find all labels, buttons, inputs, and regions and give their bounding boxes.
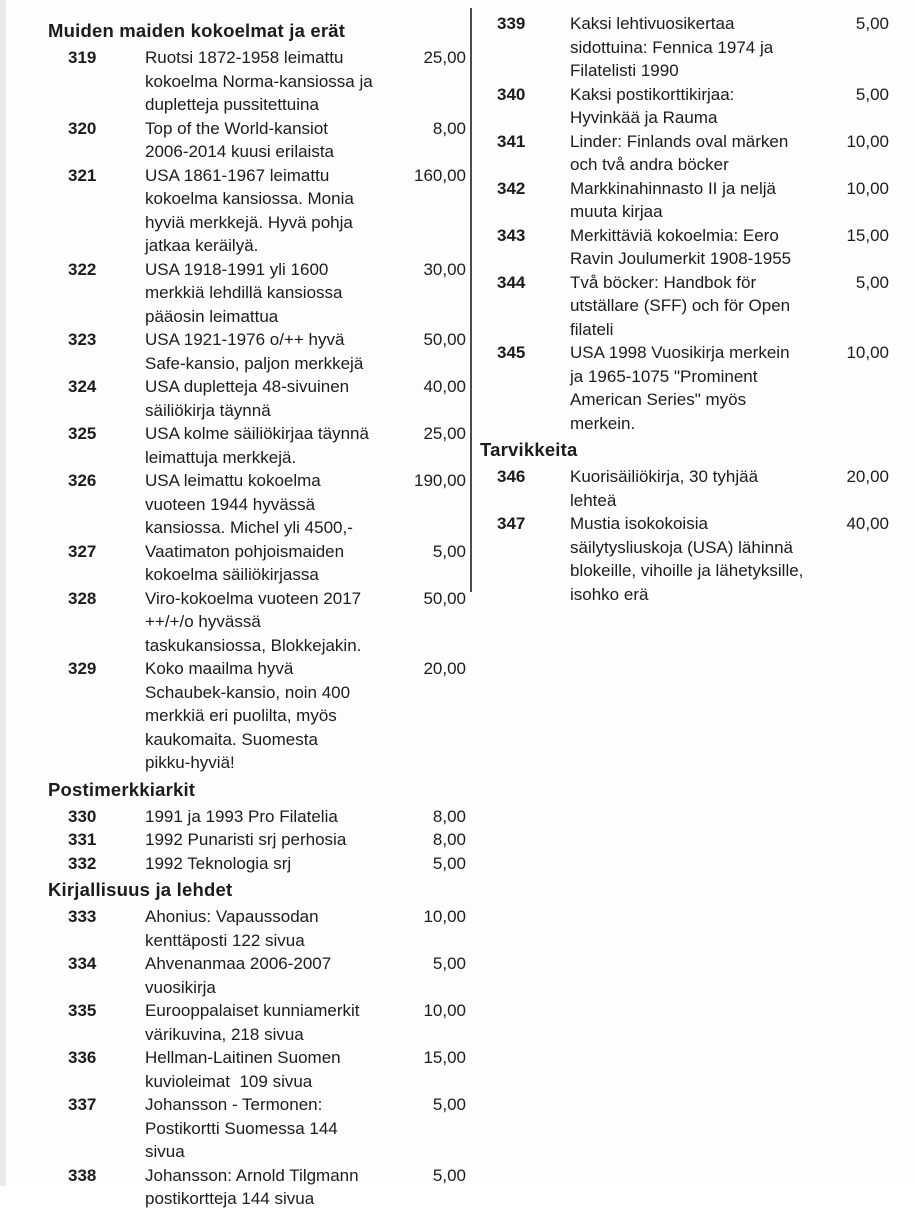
- lot-row: [48, 852, 466, 876]
- description-line: blokeille, vihoille ja lähetyksille,: [570, 561, 804, 580]
- lot-row: [48, 164, 466, 258]
- lot-price: 190,00: [414, 471, 466, 490]
- lot-number: 343: [497, 225, 526, 245]
- description-line: jatkaa keräilyä.: [145, 236, 259, 255]
- lot-number: 335: [68, 1001, 97, 1020]
- description-line: sidottuina: Fennica 1974 ja: [570, 37, 774, 57]
- lot-description: [145, 805, 466, 829]
- lot-price: 5,00: [432, 853, 466, 873]
- section-heading: Postimerkkiarkit: [48, 778, 196, 800]
- description-line: Schaubek-kansio, noin 400: [145, 682, 351, 702]
- lot-price: 5,00: [432, 954, 466, 973]
- description-line: pääosin leimattua: [145, 306, 279, 326]
- description-line: USA 1998 Vuosikirja merkein: [570, 343, 790, 362]
- description-line: kuvioleimat 109 sivua: [145, 1071, 313, 1091]
- description-line: säilytysliuskoja (USA) lähinnä: [570, 537, 793, 557]
- lot-price: 20,00: [423, 659, 466, 678]
- lot-description: [145, 905, 466, 952]
- description-line: Vaatimaton pohjoismaiden: [145, 541, 345, 561]
- lot-price: 20,00: [846, 467, 889, 486]
- description-line: utställare (SFF) och för Open: [570, 296, 791, 315]
- lot-number: 339: [497, 14, 526, 33]
- lot-row: [48, 657, 466, 775]
- lot-number: 334: [68, 954, 97, 973]
- lot-number: 332: [68, 853, 97, 873]
- description-line: American Series" myös: [570, 390, 747, 409]
- lot-number: 346: [497, 467, 526, 486]
- description-line: Eurooppalaiset kunniamerkit: [145, 1001, 360, 1020]
- lot-row: [48, 1093, 466, 1164]
- description-line: postikortteja 144 sivua: [145, 1189, 315, 1208]
- description-line: merkkiä eri puolilta, myös: [145, 706, 337, 725]
- lot-price: 15,00: [846, 225, 889, 245]
- description-line: Top of the World-kansiot: [145, 118, 328, 138]
- lot-price: 5,00: [432, 1095, 466, 1114]
- description-line: Ruotsi 1872-1958 leimattu: [145, 48, 344, 67]
- lot-description: [145, 258, 466, 329]
- lot-description: [145, 1046, 466, 1093]
- lot-row: [480, 177, 889, 224]
- lot-number: 319: [68, 48, 97, 67]
- description-line: värikuvina, 218 sivua: [145, 1024, 304, 1044]
- lot-price: 8,00: [432, 118, 466, 138]
- lot-row: [48, 1164, 466, 1211]
- lot-row: [480, 224, 889, 271]
- description-line: 1992 Teknologia srj: [145, 853, 292, 873]
- lot-price: 8,00: [432, 830, 466, 849]
- lot-price: 160,00: [414, 165, 466, 185]
- lot-row: [48, 828, 466, 852]
- lot-number: 347: [497, 514, 526, 533]
- lot-price: 5,00: [432, 541, 466, 561]
- lot-row: [480, 512, 889, 606]
- description-line: isohko erä: [570, 584, 649, 604]
- lot-row: [48, 540, 466, 587]
- lot-description: [145, 375, 466, 422]
- lot-price: 5,00: [432, 1165, 466, 1185]
- lot-description: [570, 12, 889, 83]
- description-line: sivua: [145, 1142, 185, 1161]
- lot-price: 10,00: [846, 343, 889, 362]
- lot-row: [480, 465, 889, 512]
- description-line: Koko maailma hyvä: [145, 659, 294, 678]
- description-line: kaukomaita. Suomesta: [145, 729, 318, 749]
- description-line: filateli: [570, 319, 614, 339]
- description-line: 1991 ja 1993 Pro Filatelia: [145, 806, 338, 826]
- lot-number: 321: [68, 165, 97, 185]
- lot-price: 30,00: [423, 259, 466, 279]
- lot-description: [145, 828, 466, 852]
- lot-price: 10,00: [846, 131, 889, 151]
- description-line: Två böcker: Handbok för: [570, 272, 757, 292]
- description-line: 2006-2014 kuusi erilaista: [145, 142, 335, 161]
- lot-price: 40,00: [423, 377, 466, 396]
- lot-description: [570, 83, 889, 130]
- lot-price: 50,00: [423, 330, 466, 349]
- lot-description: [570, 130, 889, 177]
- lot-description: [145, 1093, 466, 1164]
- description-line: Johansson - Termonen:: [145, 1095, 323, 1114]
- lot-price: 5,00: [855, 84, 889, 104]
- lot-description: [145, 657, 466, 775]
- description-line: Ravin Joulumerkit 1908-1955: [570, 249, 792, 268]
- lot-price: 10,00: [846, 178, 889, 198]
- lot-number: 325: [68, 424, 97, 443]
- description-line: Mustia isokokoisia: [570, 514, 708, 533]
- lot-row: [48, 1046, 466, 1093]
- description-line: USA leimattu kokoelma: [145, 471, 321, 490]
- description-line: USA dupletteja 48-sivuinen: [145, 377, 350, 396]
- lot-description: [145, 422, 466, 469]
- scan-edge: [0, 0, 6, 1186]
- lot-number: 326: [68, 471, 97, 490]
- description-line: Kaksi postikorttikirjaa:: [570, 84, 735, 104]
- description-line: Kuorisäiliökirja, 30 tyhjää: [570, 467, 759, 486]
- description-line: säiliökirja täynnä: [145, 400, 271, 420]
- lot-row: [48, 952, 466, 999]
- description-line: Viro-kokoelma vuoteen 2017: [145, 588, 362, 608]
- description-line: Markkinahinnasto II ja neljä: [570, 178, 777, 198]
- description-line: USA 1921-1976 o/++ hyvä: [145, 330, 345, 349]
- lot-price: 8,00: [432, 806, 466, 826]
- description-line: kokoelma säiliökirjassa: [145, 565, 319, 584]
- lot-row: [48, 587, 466, 658]
- lot-number: 344: [497, 272, 526, 292]
- description-line: taskukansiossa, Blokkejakin.: [145, 635, 362, 655]
- description-line: Hyvinkää ja Rauma: [570, 108, 718, 127]
- lot-number: 327: [68, 541, 97, 561]
- lot-description: [145, 587, 466, 658]
- description-line: och två andra böcker: [570, 155, 729, 174]
- lot-price: 25,00: [423, 424, 466, 443]
- description-line: Safe-kansio, paljon merkkejä: [145, 353, 364, 373]
- description-line: Hellman-Laitinen Suomen: [145, 1048, 341, 1067]
- lot-row: [480, 12, 889, 83]
- lot-number: 322: [68, 259, 97, 279]
- description-line: vuoteen 1944 hyvässä: [145, 494, 316, 514]
- lot-row: [480, 83, 889, 130]
- description-line: Ahvenanmaa 2006-2007: [145, 954, 332, 973]
- lot-description: [570, 512, 889, 606]
- lot-row: [48, 999, 466, 1046]
- description-line: muuta kirjaa: [570, 202, 663, 221]
- description-line: leimattuja merkkejä.: [145, 447, 297, 467]
- lot-description: [570, 224, 889, 271]
- lot-row: [48, 805, 466, 829]
- lot-row: [48, 258, 466, 329]
- description-line: Ahonius: Vapaussodan: [145, 907, 319, 926]
- lot-description: [570, 177, 889, 224]
- lot-price: 5,00: [855, 14, 889, 33]
- lot-price: 10,00: [423, 1001, 466, 1020]
- lot-price: 5,00: [855, 272, 889, 292]
- lot-description: [145, 328, 466, 375]
- description-line: Postikortti Suomessa 144: [145, 1118, 338, 1138]
- description-line: ja 1965-1075 "Prominent: [570, 366, 758, 386]
- lot-number: 331: [68, 830, 97, 849]
- description-line: 1992 Punaristi srj perhosia: [145, 830, 347, 849]
- column-divider: [470, 8, 472, 592]
- description-line: kokoelma kansiossa. Monia: [145, 189, 354, 208]
- lot-row: [480, 130, 889, 177]
- lot-number: 330: [68, 806, 97, 826]
- description-line: Kaksi lehtivuosikertaa: [570, 14, 735, 33]
- lot-row: [48, 905, 466, 952]
- lot-description: [145, 999, 466, 1046]
- lot-number: 345: [497, 343, 526, 362]
- lot-number: 340: [497, 84, 526, 104]
- lot-description: [570, 465, 889, 512]
- lot-row: [48, 469, 466, 540]
- description-line: USA 1861-1967 leimattu: [145, 165, 330, 185]
- lot-description: [145, 46, 466, 117]
- column-left: [48, 0, 466, 1211]
- lot-number: 328: [68, 588, 97, 608]
- description-line: kansiossa. Michel yli 4500,-: [145, 518, 353, 537]
- lot-description: [145, 117, 466, 164]
- description-line: Merkittäviä kokoelmia: Eero: [570, 225, 779, 245]
- lot-number: 333: [68, 907, 97, 926]
- lot-price: 40,00: [846, 514, 889, 533]
- description-line: kokoelma Norma-kansiossa ja: [145, 71, 373, 91]
- lot-number: 338: [68, 1165, 97, 1185]
- description-line: kenttäposti 122 sivua: [145, 930, 305, 950]
- lot-price: 15,00: [423, 1048, 466, 1067]
- lot-description: [145, 540, 466, 587]
- description-line: Linder: Finlands oval märken: [570, 131, 789, 151]
- section-heading: Tarvikkeita: [480, 439, 578, 460]
- description-line: USA 1918-1991 yli 1600: [145, 259, 329, 279]
- lot-number: 336: [68, 1048, 97, 1067]
- lot-row: [480, 271, 889, 342]
- lot-row: [48, 46, 466, 117]
- lot-number: 329: [68, 659, 97, 678]
- lot-row: [48, 328, 466, 375]
- lot-price: 50,00: [423, 588, 466, 608]
- section-heading: Muiden maiden kokoelmat ja erät: [48, 20, 346, 41]
- description-line: Johansson: Arnold Tilgmann: [145, 1165, 359, 1185]
- lot-description: [145, 952, 466, 999]
- description-line: lehteä: [570, 490, 617, 510]
- description-line: merkein.: [570, 413, 636, 433]
- lot-row: [48, 375, 466, 422]
- lot-number: 320: [68, 118, 97, 138]
- description-line: merkkiä lehdillä kansiossa: [145, 283, 343, 302]
- lot-number: 337: [68, 1095, 97, 1114]
- lot-row: [48, 117, 466, 164]
- lot-number: 341: [497, 131, 526, 151]
- column-right: [480, 0, 889, 606]
- lot-description: [570, 341, 889, 435]
- lot-price: 25,00: [423, 48, 466, 67]
- lot-description: [145, 1164, 466, 1211]
- lot-description: [570, 271, 889, 342]
- lot-row: [480, 341, 889, 435]
- description-line: hyviä merkkejä. Hyvä pohja: [145, 212, 353, 232]
- lot-row: [48, 422, 466, 469]
- lot-description: [145, 852, 466, 876]
- lot-number: 323: [68, 330, 97, 349]
- description-line: Filatelisti 1990: [570, 61, 679, 80]
- description-line: vuosikirja: [145, 977, 216, 997]
- description-line: pikku-hyviä!: [145, 753, 235, 772]
- description-line: ++/+/o hyvässä: [145, 612, 261, 631]
- lot-price: 10,00: [423, 907, 466, 926]
- description-line: dupletteja pussitettuina: [145, 95, 319, 114]
- description-line: USA kolme säiliökirjaa täynnä: [145, 424, 369, 443]
- lot-number: 342: [497, 178, 526, 198]
- section-heading: Kirjallisuus ja lehdet: [48, 879, 233, 900]
- lot-number: 324: [68, 377, 97, 396]
